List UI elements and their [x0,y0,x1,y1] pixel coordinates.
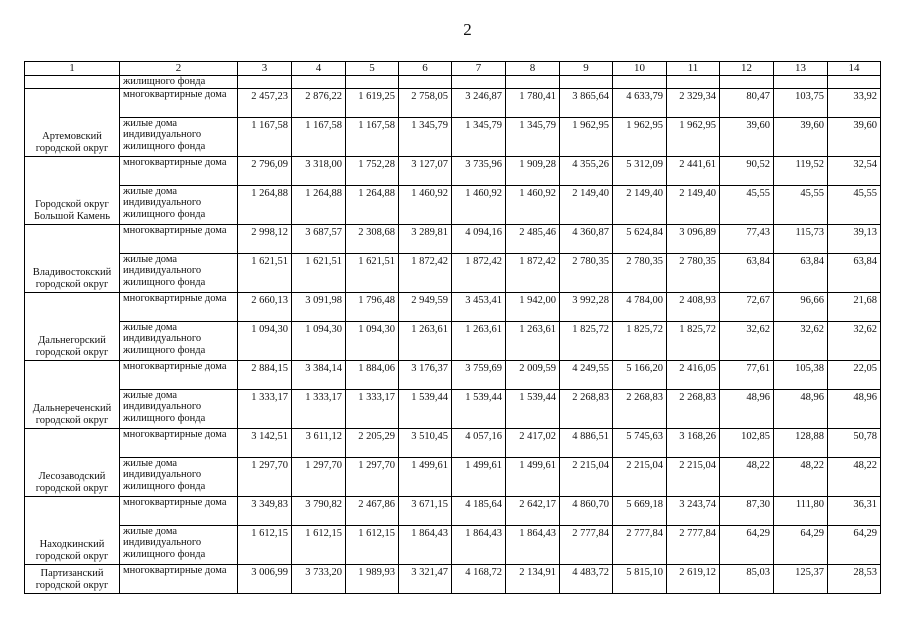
value-cell: 1 345,79 [506,117,560,156]
value-cell: 1 621,51 [346,253,399,292]
housing-type: многоквартирные дома [120,564,238,593]
value-cell: 3 992,28 [560,292,613,321]
column-header-5: 5 [346,62,399,76]
value-cell: 96,66 [774,292,828,321]
value-cell: 2 949,59 [399,292,452,321]
value-cell: 1 297,70 [346,457,399,496]
value-cell: 2 408,93 [667,292,720,321]
value-cell: 4 057,16 [452,428,506,457]
value-cell: 1 264,88 [292,185,346,224]
value-cell: 1 297,70 [238,457,292,496]
value-cell: 80,47 [720,88,774,117]
value-cell: 1 864,43 [452,525,506,564]
value-cell: 2 441,61 [667,156,720,185]
value-cell: 2 215,04 [613,457,667,496]
value-cell: 3 321,47 [399,564,452,593]
value-cell: 1 872,42 [506,253,560,292]
value-cell: 1 612,15 [292,525,346,564]
value-cell: 3 865,64 [560,88,613,117]
value-cell: 2 780,35 [560,253,613,292]
value-cell: 4 784,00 [613,292,667,321]
value-cell: 125,37 [774,564,828,593]
value-cell: 1 884,06 [346,360,399,389]
value-cell: 32,62 [720,321,774,360]
value-cell: 77,43 [720,224,774,253]
column-header-12: 12 [720,62,774,76]
value-cell: 2 134,91 [506,564,560,593]
value-cell: 3 510,45 [399,428,452,457]
value-cell: 1 612,15 [346,525,399,564]
housing-type: многоквартирные дома [120,156,238,185]
value-cell: 3 733,20 [292,564,346,593]
housing-type: жилые дома индивидуального жилищного фонда [120,117,238,156]
value-cell: 1 872,42 [399,253,452,292]
value-cell: 1 864,43 [399,525,452,564]
table-row [25,156,881,185]
value-cell: 1 539,44 [506,389,560,428]
region-name: Артемовский городской округ [25,88,120,156]
value-cell: 1 333,17 [346,389,399,428]
column-header-6: 6 [399,62,452,76]
value-cell: 48,22 [720,457,774,496]
value-cell: 4 483,72 [560,564,613,593]
value-cell: 1 345,79 [399,117,452,156]
value-cell: 1 167,58 [292,117,346,156]
value-cell: 4 185,64 [452,496,506,525]
value-cell: 115,73 [774,224,828,253]
value-cell: 2 268,83 [560,389,613,428]
column-header-14: 14 [828,62,881,76]
value-cell: 119,52 [774,156,828,185]
housing-type: многоквартирные дома [120,292,238,321]
value-cell: 2 758,05 [399,88,452,117]
value-cell: 4 094,16 [452,224,506,253]
value-cell: 50,78 [828,428,881,457]
value-cell: 1 263,61 [506,321,560,360]
housing-type: многоквартирные дома [120,360,238,389]
value-cell: 3 671,15 [399,496,452,525]
value-cell: 3 006,99 [238,564,292,593]
region-name: Лесозаводский городской округ [25,428,120,496]
value-cell: 1 460,92 [506,185,560,224]
value-cell [828,76,881,89]
value-cell: 3 687,57 [292,224,346,253]
value-cell: 105,38 [774,360,828,389]
page-number: 2 [463,20,472,39]
housing-type: жилые дома индивидуального жилищного фонда [120,253,238,292]
value-cell: 3 318,00 [292,156,346,185]
value-cell: 3 453,41 [452,292,506,321]
value-cell: 63,84 [774,253,828,292]
value-cell: 48,22 [774,457,828,496]
value-cell: 1 612,15 [238,525,292,564]
value-cell: 1 297,70 [292,457,346,496]
table-body [25,62,881,594]
table-row [25,360,881,389]
column-header-13: 13 [774,62,828,76]
value-cell: 5 166,20 [613,360,667,389]
value-cell: 64,29 [774,525,828,564]
value-cell [346,76,399,89]
value-cell: 3 243,74 [667,496,720,525]
value-cell [452,76,506,89]
value-cell: 4 860,70 [560,496,613,525]
tariff-table [24,61,881,594]
value-cell: 2 149,40 [560,185,613,224]
value-cell [613,76,667,89]
column-header-10: 10 [613,62,667,76]
value-cell: 1 333,17 [292,389,346,428]
value-cell: 1 621,51 [238,253,292,292]
value-cell: 2 777,84 [560,525,613,564]
value-cell: 4 355,26 [560,156,613,185]
value-cell: 1 825,72 [667,321,720,360]
value-cell: 3 790,82 [292,496,346,525]
value-cell [506,76,560,89]
value-cell: 3 168,26 [667,428,720,457]
value-cell [720,76,774,89]
value-cell: 4 168,72 [452,564,506,593]
value-cell: 1 962,95 [667,117,720,156]
value-cell: 63,84 [828,253,881,292]
value-cell: 1 263,61 [399,321,452,360]
value-cell: 4 886,51 [560,428,613,457]
value-cell: 1 264,88 [238,185,292,224]
value-cell: 2 876,22 [292,88,346,117]
value-cell: 5 669,18 [613,496,667,525]
value-cell: 39,13 [828,224,881,253]
value-cell: 2 642,17 [506,496,560,525]
housing-type: многоквартирные дома [120,224,238,253]
value-cell [774,76,828,89]
value-cell: 1 825,72 [560,321,613,360]
value-cell: 33,92 [828,88,881,117]
housing-type: жилые дома индивидуального жилищного фонда [120,457,238,496]
value-cell: 77,61 [720,360,774,389]
table-row [25,117,881,156]
housing-type: многоквартирные дома [120,428,238,457]
value-cell: 1 942,00 [506,292,560,321]
region-name: Партизанский городской округ [25,564,120,593]
value-cell: 1 796,48 [346,292,399,321]
housing-type: жилые дома индивидуального жилищного фонда [120,525,238,564]
value-cell: 2 780,35 [667,253,720,292]
table-row [25,457,881,496]
value-cell: 32,62 [828,321,881,360]
value-cell: 5 745,63 [613,428,667,457]
value-cell: 2 457,23 [238,88,292,117]
value-cell: 2 796,09 [238,156,292,185]
value-cell: 3 384,14 [292,360,346,389]
value-cell: 3 759,69 [452,360,506,389]
value-cell: 1 499,61 [452,457,506,496]
value-cell: 48,96 [828,389,881,428]
value-cell: 1 621,51 [292,253,346,292]
value-cell: 1 094,30 [346,321,399,360]
value-cell: 1 345,79 [452,117,506,156]
housing-type: многоквартирные дома [120,496,238,525]
value-cell: 1 752,28 [346,156,399,185]
value-cell: 3 142,51 [238,428,292,457]
value-cell: 48,96 [720,389,774,428]
housing-type: жилые дома индивидуального жилищного фонда [120,321,238,360]
value-cell: 28,53 [828,564,881,593]
value-cell: 64,29 [720,525,774,564]
value-cell [399,76,452,89]
value-cell: 1 499,61 [506,457,560,496]
value-cell: 1 539,44 [452,389,506,428]
table-row [25,253,881,292]
table-row [25,88,881,117]
value-cell: 2 205,29 [346,428,399,457]
value-cell: 36,31 [828,496,881,525]
value-cell: 21,68 [828,292,881,321]
value-cell: 48,96 [774,389,828,428]
column-header-9: 9 [560,62,613,76]
value-cell: 2 660,13 [238,292,292,321]
value-cell: 1 094,30 [292,321,346,360]
region-name: Дальнереченский городской округ [25,360,120,428]
region-name: Владивостокский городской округ [25,224,120,292]
housing-type: многоквартирные дома [120,88,238,117]
table-row [25,525,881,564]
value-cell: 1 263,61 [452,321,506,360]
value-cell [667,76,720,89]
value-cell: 45,55 [774,185,828,224]
value-cell: 2 998,12 [238,224,292,253]
value-cell: 3 246,87 [452,88,506,117]
value-cell: 3 611,12 [292,428,346,457]
value-cell: 72,67 [720,292,774,321]
header-row [25,62,881,76]
value-cell: 2 777,84 [667,525,720,564]
value-cell: 1 962,95 [560,117,613,156]
value-cell: 1 872,42 [452,253,506,292]
value-cell: 32,62 [774,321,828,360]
value-cell: 39,60 [774,117,828,156]
value-cell: 2 777,84 [613,525,667,564]
value-cell: 85,03 [720,564,774,593]
value-cell: 1 864,43 [506,525,560,564]
housing-type: жилые дома индивидуального жилищного фонда [120,185,238,224]
value-cell: 39,60 [828,117,881,156]
value-cell: 1 094,30 [238,321,292,360]
value-cell: 2 009,59 [506,360,560,389]
table-row [25,564,881,593]
table-row [25,292,881,321]
value-cell: 1 909,28 [506,156,560,185]
value-cell: 87,30 [720,496,774,525]
value-cell: 2 619,12 [667,564,720,593]
value-cell: 2 417,02 [506,428,560,457]
value-cell: 1 167,58 [346,117,399,156]
value-cell: 4 249,55 [560,360,613,389]
value-cell: 1 167,58 [238,117,292,156]
value-cell: 2 329,34 [667,88,720,117]
value-cell: 1 619,25 [346,88,399,117]
value-cell: 22,05 [828,360,881,389]
value-cell: 45,55 [828,185,881,224]
value-cell: 1 460,92 [452,185,506,224]
value-cell: 3 096,89 [667,224,720,253]
value-cell: 5 624,84 [613,224,667,253]
value-cell: 63,84 [720,253,774,292]
type-cell: жилищного фонда [120,76,238,89]
value-cell: 111,80 [774,496,828,525]
column-header-7: 7 [452,62,506,76]
table-row [25,389,881,428]
value-cell: 5 312,09 [613,156,667,185]
column-header-1: 1 [25,62,120,76]
value-cell: 3 091,98 [292,292,346,321]
value-cell: 1 780,41 [506,88,560,117]
value-cell: 2 149,40 [667,185,720,224]
region-name: Дальнегорский городской округ [25,292,120,360]
value-cell: 3 127,07 [399,156,452,185]
value-cell: 1 825,72 [613,321,667,360]
value-cell: 1 499,61 [399,457,452,496]
table-row [25,428,881,457]
value-cell: 2 268,83 [613,389,667,428]
value-cell: 64,29 [828,525,881,564]
region-name: Городской округ Большой Камень [25,156,120,224]
value-cell: 128,88 [774,428,828,457]
column-header-3: 3 [238,62,292,76]
column-header-2: 2 [120,62,238,76]
value-cell: 32,54 [828,156,881,185]
value-cell: 1 989,93 [346,564,399,593]
continuation-row [25,76,881,89]
value-cell: 3 735,96 [452,156,506,185]
value-cell [238,76,292,89]
value-cell: 3 176,37 [399,360,452,389]
value-cell: 1 539,44 [399,389,452,428]
value-cell [560,76,613,89]
housing-type: жилые дома индивидуального жилищного фонда [120,389,238,428]
value-cell: 5 815,10 [613,564,667,593]
value-cell: 2 780,35 [613,253,667,292]
value-cell: 102,85 [720,428,774,457]
value-cell: 1 333,17 [238,389,292,428]
value-cell: 1 962,95 [613,117,667,156]
value-cell: 2 467,86 [346,496,399,525]
table-row [25,321,881,360]
value-cell: 2 268,83 [667,389,720,428]
value-cell: 2 308,68 [346,224,399,253]
value-cell: 2 416,05 [667,360,720,389]
value-cell: 3 349,83 [238,496,292,525]
value-cell: 1 264,88 [346,185,399,224]
value-cell: 48,22 [828,457,881,496]
value-cell: 3 289,81 [399,224,452,253]
table-row [25,185,881,224]
region-cell [25,76,120,89]
value-cell: 4 633,79 [613,88,667,117]
value-cell [292,76,346,89]
value-cell: 2 884,15 [238,360,292,389]
value-cell: 90,52 [720,156,774,185]
column-header-8: 8 [506,62,560,76]
value-cell: 2 215,04 [560,457,613,496]
region-name: Находкинский городской округ [25,496,120,564]
value-cell: 2 149,40 [613,185,667,224]
value-cell: 103,75 [774,88,828,117]
table-row [25,496,881,525]
value-cell: 45,55 [720,185,774,224]
column-header-11: 11 [667,62,720,76]
value-cell: 4 360,87 [560,224,613,253]
value-cell: 2 215,04 [667,457,720,496]
column-header-4: 4 [292,62,346,76]
table-row [25,224,881,253]
value-cell: 2 485,46 [506,224,560,253]
value-cell: 1 460,92 [399,185,452,224]
value-cell: 39,60 [720,117,774,156]
